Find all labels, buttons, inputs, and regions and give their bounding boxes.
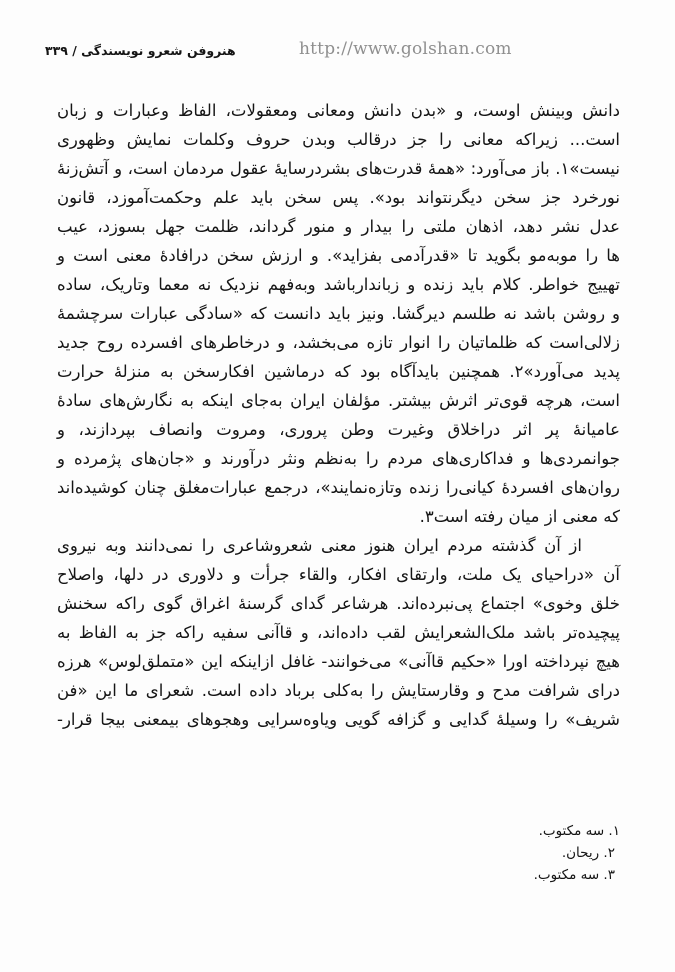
url-watermark: http://www.golshan.com	[299, 39, 512, 59]
text-line: است... زیراکه معانی را جز درقالب وبدن حروف وکلمات نمایش وظهوری	[57, 130, 620, 149]
body-text	[57, 96, 620, 734]
text-line: که معنی از میان رفته است۳.	[419, 507, 620, 526]
text-line: پیچیده‌تر باشد ملک‌الشعرایش لقب داده‌اند، و قاآنی سفیه راکه جز به الفاظ به	[57, 623, 620, 642]
text-line: روان‌های افسردهٔ کیانی‌را زنده وتازه‌نمایند»، درجمع عبارات‌مغلق چنان کوشیده‌اند	[57, 478, 620, 497]
text-line: آن «دراحیای یک ملت، وارتقای افکار، والقاء جرأت و دلاوری در دلها، واصلاح	[57, 565, 620, 584]
text-line: از آن گذشته مردم ایران هنوز معنی شعروشاعری را نمی‌دانند وبه نیروی	[57, 536, 582, 555]
text-line: ها را موبه‌مو بگوید تا «قدرآدمی بفزاید». و ارزش سخن درافادهٔ معنی است و	[57, 246, 620, 265]
text-line: تهییج خواطر. کلام باید زنده و زباندارباشد وبه‌فهم نزدیک نه معما وتاریک، ساده	[57, 275, 620, 294]
text-line: زلالی‌است که ظلماتیان را انوار تازه می‌بخشد، و درخاطرهای افسرده روح جدید	[57, 333, 620, 352]
text-line: دانش وبینش اوست، و «بدن دانش ومعانی ومعقولات، الفاظ وعبارات و زبان	[57, 101, 620, 120]
paragraph-1	[57, 96, 620, 531]
text-line: شریف» را وسیلهٔ گدایی و گزافه گویی ویاوه‌سرایی وهجوهای بیمعنی بیجا قرار-	[57, 710, 620, 729]
footnote-line: ۳. سه مکتوب.	[533, 867, 615, 883]
text-line: عامیانهٔ پر اثر دراخلاق وغیرت وطن پروری، ومروت وانصاف بپردازند، و	[57, 420, 620, 439]
page-header	[0, 0, 675, 80]
text-line: خلق وخوی» اجتماع پی‌نبرده‌اند. هرشاعر گدای گرسنهٔ اغراق گوی راکه سخنش	[57, 594, 620, 613]
footnote-line: ۲. ریحان.	[561, 845, 615, 861]
text-line: عدل نشر دهد، اذهان ملتی را بیدار و منور گرداند، ظلمت جهل بسوزد، عیب‌	[57, 217, 620, 236]
footnote-line: ۱. سه مکتوب.	[538, 823, 620, 839]
text-line: پدید می‌آورد»۲. همچنین بایدآگاه بود که درماشین افکارسخن به منزلهٔ حرارت	[57, 362, 620, 381]
text-line: نیست»۱. باز می‌آورد: «همهٔ قدرت‌های بشردرسایهٔ عقول مردمان است، و آتش‌زنهٔ	[57, 159, 620, 178]
page-header-title: هنروفن شعرو نویسندگی / ۳۳۹	[45, 43, 236, 58]
footnotes	[57, 820, 620, 886]
text-line: جوانمردی‌ها و فداکاری‌های مردم را به‌نظم ونثر درآورند و «جان‌های پژمرده و	[57, 449, 620, 468]
text-line: و روشن باشد نه طلسم دیرگشا. ونیز باید دانست که «سادگی عبارات سرچشمهٔ	[57, 304, 620, 323]
text-line: هیچ نپرداخته اورا «حکیم قاآنی» می‌خوانند- غافل ازاینکه این «متملق‌لوس» هرزه‌	[57, 652, 620, 671]
text-line: است، هرچه قوی‌تر اثرش بیشتر. مؤلفان ایران به‌جای اینکه به نگارش‌های سادهٔ	[57, 391, 620, 410]
text-line: نورخرد جز سخن دیگرنتواند بود». پس سخن باید علم وحکمت‌آموزد، قانون	[57, 188, 620, 207]
text-line: درای شرافت مدح و وقارستایش را به‌کلی برباد داده است. شعرای ما این «فن	[57, 681, 620, 700]
paragraph-2	[57, 531, 620, 734]
